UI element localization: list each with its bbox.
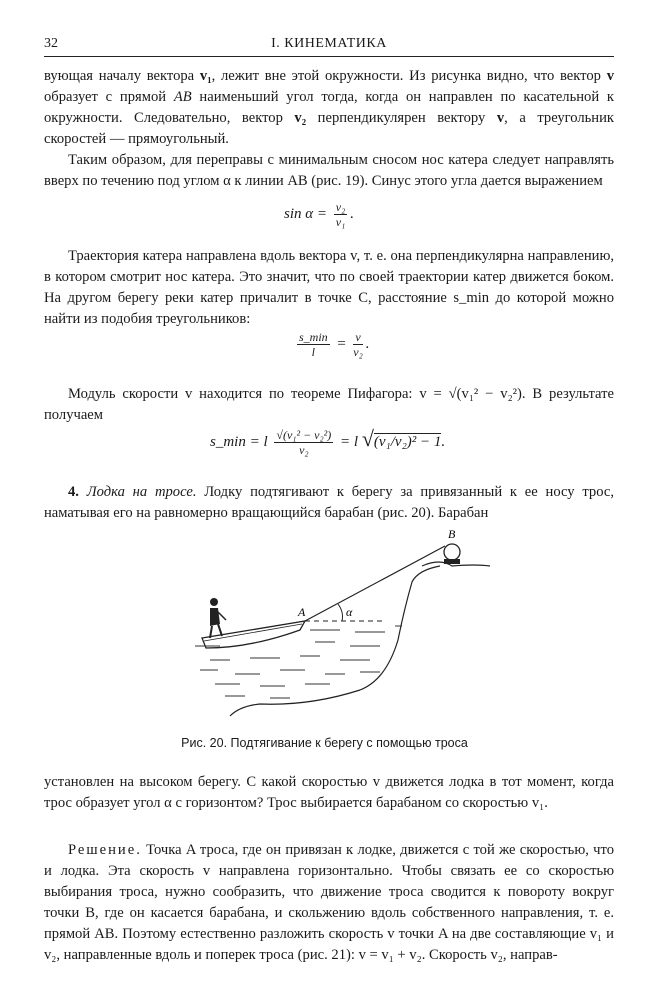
label-alpha: α (346, 605, 353, 619)
figure-caption: Рис. 20. Подтягивание к берегу с помощью троса (181, 736, 468, 750)
paragraph-7: Решение. Точка A троса, где он привязан к лодке, движется с той же скоростью, что и лодка. Эта скорость v направлена горизонтально. Чтобы связать ее со скоростью выбирания троса, нужно сообразить, что движение троса сводится к повороту вокруг точки B, где он касается барабана, и скольжению вдоль собственного направления, т. е. прямой AB. Поэтому естественно разложить скорость v точки A на две составляющие v₁ и v₂, направленные вдоль и поперек троса (рис. 21): v = v₁ + v₂. Скорость v₂, направ- (44, 842, 614, 963)
rope-line (305, 546, 445, 621)
solution-label: Решение. (68, 842, 142, 858)
chapter-title: I. КИНЕМАТИКА (271, 36, 387, 51)
problem-number: 4. (68, 484, 79, 500)
label-b: B (448, 527, 456, 541)
paragraph-2: Таким образом, для переправы с минимальным сносом нос катера следует направлять вверх по течению под углом α к линии AB (рис. 19). Синус этого угла дается выражением (44, 152, 614, 189)
paragraph-1: вующая началу вектора v₁, лежит вне этой окружности. Из рисунка видно, что вектор v образует с прямой AB наименьший угол тогда, когда он направлен по касательной к окружности. Следовательно, вектор v₂ перпендикулярен вектору v, а треугольник скоростей — прямоугольный. (44, 68, 615, 147)
problem-title: Лодка на тросе. (86, 484, 197, 500)
paragraph-5: 4. Лодка на тросе. Лодку подтягивают к берегу за привязанный к ее носу трос, наматывая его на равномерно вращающийся барабан (рис. 20). Барабан (44, 484, 614, 521)
page-header (44, 36, 614, 57)
formula-smin-ratio: $\frac{s\_\min}{l}$ = $\frac{v}{\text{v₂}}$ . (299, 330, 370, 359)
formula-sin-alpha: sin α = $\frac{\text{v₂}}{\text{v₁}}$ . (284, 200, 355, 229)
formula-smin-result: s_min = l $\frac{\text{√(v₁² − v₂²)}}{\text{v₂}}$ = l √(v₁/v₂)² − 1. (210, 426, 446, 458)
paragraph-6: установлен на высоком берегу. С какой скоростью v движется лодка в тот момент, когда трос образует угол α с горизонтом? Трос выбирается барабаном со скоростью v₁. (44, 774, 614, 811)
page-number: 32 (44, 36, 58, 51)
figure-boat-rope (190, 520, 510, 730)
paragraph-3: Траектория катера направлена вдоль вектора v, т. е. она перпендикулярна направлению, в котором смотрит нос катера. Это значит, что по своей траектории катер движется боком. На другом берегу реки катер причалит в точке C, расстояние s_min до которой можно найти из подобия треугольников: (44, 248, 614, 327)
drum-icon (444, 544, 460, 560)
paragraph-4: Модуль скорости v находится по теореме Пифагора: v = √(v₁² − v₂²). В результате получаем (44, 386, 614, 423)
label-a: A (298, 605, 306, 619)
